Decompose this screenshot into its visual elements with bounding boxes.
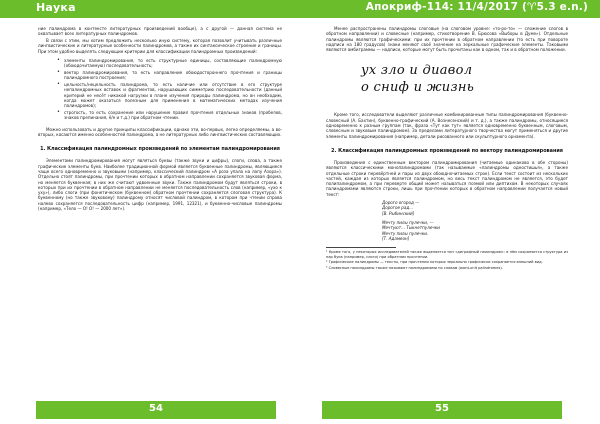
right-header-band [300,0,600,18]
left-footer-band [36,401,276,419]
paragraph: Менее распространены палиндромы слоговые (на слоговом уровне: «то-ро-то» — сложение слогов в обратном направлении) и словесные (например, стихотворение В. Брюсова «Выборы в Думе»). Отдельные палиндромы являются графическими: при их прочтении в обратном направлении (то есть при повороте надписи на 180 градусов) знаки меняют своё значение на зеркальные графические элементы. Таковыми являются амбиграммы — надписи, которые могут быть прочитаны как в одном, так и в обратном положении. [326,26,568,53]
right-text-column [326,26,568,272]
section-heading: 2. Классификация палиндромных произведений по вектору палиндромирования [331,147,563,154]
list-item: • элементы палиндромирования, то есть структурные единицы, составляющие палиндромную (обоюдочитаемую) последовательность; [64,58,282,69]
paragraph: Кроме того, исследователи выделяют различные комбинированные типы палиндромирования (буквенно-словесный (А. Бахтин), буквенно-графический (А. Вознесенский) и т. д.), а также палиндромы, относящиеся одновременно к разным группам (так, фраза «Тут как тут» является одновременно буквенным, слоговым, словесным и звуковым палиндромом). За пределами литературного творчества могут применяться и другие элементы палиндромирования (например, детали рисованного или скульптурного орнамента). [326,112,568,139]
verse-line: Дорогое рад... [382,205,414,211]
right-page [300,0,600,424]
footnote: ³ Словесные палиндромы также называют палиндромами по словам (word-unit palindromes). [326,265,503,270]
paragraph: Можно использовать и другие принципы классификации, однако эти, во-первых, легко определяемы, а во-вторых, касаются именно особенностей палиндрома, а не литературных либо лингвистических составляющих. [38,126,282,138]
criteria-list [38,58,282,121]
section-title: Наука [36,1,76,14]
section-heading: 1. Классификация палиндромных произведений по элементам палиндромирования [40,146,280,153]
left-header-band [0,0,300,18]
verse-attribution: [В. Рыбинский] [382,210,415,216]
list-item: • цельность/нецельность палиндрома, то есть наличие или отсутствие в его структуре непалиндромных вставок и фрагментов, нарушающих симметрию последовательности (данный критерий не несёт никакой нагрузки в плане изучения природы палиндрома, но он необходим, когда может оказаться полезным для применения в математических методах изучения палиндромов); [64,82,282,108]
handwritten-ambigram [357,60,537,106]
right-footer-band [322,401,562,419]
issue-title: Апокриф-114: 11/4/2017 (♈5.3 e.n.) [365,1,588,13]
footnote: ¹ Кроме того, у некоторых исследователей также выделяется тип «диграфный палиндром»: в нём сохраняется структура из пар букв (например, слоги) при обратном прочтении. [326,250,568,259]
intro-paragraph: ние палиндрома в контексте литературных произведений вообще), а с другой — данная система не охватывает всех литературных палиндромов. [38,26,282,37]
paragraph: В связи с этим, мы хотим предложить несколько иную систему, которая позволит учитывать различные лингвистические и литературные особенности палиндромов, а также их синтаксическое строение и границы. При этом удобно выделять следующие критерии для классификации палиндромных произведений: [38,38,282,54]
footnote-divider [326,247,396,248]
left-text-column [38,26,282,213]
verse-line: Мечту пилы пулечки, — [382,219,434,225]
list-item: • строгость, то есть сохранение или нарушение правил прочтения отдельных знаков (пробелов, знаков препинания, ё/е и т.д.) при обратном чтении. [64,110,282,121]
verse-line: Дорого огород — [382,200,420,206]
page-number: 54 [149,403,163,414]
verse-line: Мечту пилы пулечки. [382,230,429,236]
verse-block [382,220,568,241]
verse-block [382,200,568,216]
list-item: • вектор палиндромирования, то есть направление обоюдостороннего прочтения и границы палиндромного построения; [64,70,282,81]
ambigram-lines [361,62,474,96]
footnote: ² Графические палиндромы — тексты, при прочтении которых зеркально графически сохраняется внешний вид. [326,260,543,265]
verse-line: Мечтуют... Тыкнетпулечки [382,225,440,231]
verse-attribution: [Т. Адамеон] [382,235,410,241]
page-number: 55 [435,403,449,414]
ambigram-line-2: о сниф и жизнь [361,80,475,96]
ambigram-line-1: ух зло и диавол [361,63,473,79]
paragraph: Произведения с единственным вектором палиндромирования (читаемые одинаково в обе стороны) являются классическими монопалиндромами (так называемые «палиндромы одностишья», а также отдельные строки перевёртней и пары из двух обоюдночитаемых строк). Если текст состоит из нескольких частей, каждая из которых является палиндромом, но весь текст палиндромом не является, это будет полипалиндромом, а при переверте общий может называться поэмой или диптихом. В некоторых случаях палиндромами являются строки, лишь при прочтении которых в обратном направлении получается новый текст: [326,159,568,197]
paragraph: Элементами палиндромирования могут являться буквы (также звуки и цифры), слоги, слова, а также графические элементы букв. Наиболее традиционной формой является буквенные палиндромы, являющиеся чаще всего одновременно и звуковыми (например, классический палиндром «А роза упала на лапу Азора»). Отдельно стоят палиндромы, при прочтении которых в обратном направлении сохраняется звуковая форма, но меняется буквенная; в них же считают удвоенные звуки. Также палиндромом будут являться строки, в которых при их прочтении в обратном направлении не меняется последовательность слов (например, «ухо к уху»), либо слоги (при фонетическом (буквенном) обратном прочтении сохраняется слоговая структура). К буквенному (но также звуковому) палиндрому относят числовой палиндром, в котором при чтении справа налево сохраняется последовательность цифр (например, 1991, 12321), и буквенно-числовые палиндромы (например, «Тело — О! О! — 2000 лет»). [38,158,282,212]
